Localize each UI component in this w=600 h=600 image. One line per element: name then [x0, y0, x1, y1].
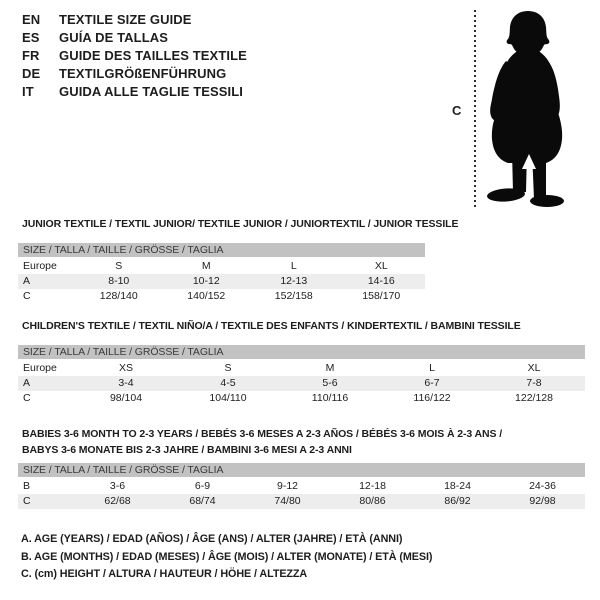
table-row	[18, 479, 585, 494]
row-label: C	[23, 495, 31, 507]
section-title-line: JUNIOR TEXTILE / TEXTIL JUNIOR/ TEXTILE JUNIOR / JUNIORTEXTIL / JUNIOR TESSILE	[22, 218, 459, 230]
language-code: EN	[22, 11, 41, 27]
junior-section-title	[22, 216, 458, 232]
language-list	[22, 10, 247, 100]
table-row	[18, 376, 585, 391]
section-title-line: BABYS 3-6 MONATE BIS 2-3 JAHRE / BAMBINI 3-6 MESI A 2-3 ANNI	[22, 444, 352, 456]
size-cell: 12-13	[280, 275, 308, 287]
row-label: B	[23, 480, 31, 492]
section-title-line: CHILDREN'S TEXTILE / TEXTIL NIÑO/A / TEXTILE DES ENFANTS / KINDERTEXTIL / BAMBINI TESSILE	[22, 320, 521, 332]
size-cell: 80/86	[359, 495, 386, 507]
row-label: A	[23, 275, 31, 287]
size-cell: 98/104	[109, 392, 143, 404]
size-cell: 10-12	[192, 275, 220, 287]
babies-section-title	[22, 426, 502, 458]
size-cell: 7-8	[526, 377, 542, 389]
size-cell: L	[290, 260, 297, 272]
size-cell: 152/158	[274, 290, 313, 302]
size-cell: S	[224, 362, 232, 374]
row-label: C	[23, 392, 31, 404]
size-cell: 122/128	[515, 392, 553, 404]
children-size-table	[18, 345, 585, 406]
babies-size-table	[18, 463, 585, 509]
children-section-title	[22, 318, 521, 334]
size-cell: 18-24	[444, 480, 471, 492]
language-code: IT	[22, 83, 34, 99]
size-cell: S	[115, 260, 123, 272]
row-label: A	[23, 377, 31, 389]
size-cell: M	[201, 260, 211, 272]
size-cell: M	[325, 362, 335, 374]
size-cell: 6-7	[424, 377, 440, 389]
size-cell: XS	[118, 362, 133, 374]
size-cell: 8-10	[108, 275, 130, 287]
language-row-it	[22, 82, 247, 100]
legend-line-c: C. (cm) HEIGHT / ALTURA / HAUTEUR / HÖHE / ALTEZZA	[21, 568, 308, 580]
table-row	[18, 361, 585, 376]
size-cell: 128/140	[99, 290, 138, 302]
baby-silhouette-icon	[486, 11, 568, 208]
row-label: Europe	[23, 362, 57, 374]
language-title: TEXTILGRÖßENFÜHRUNG	[59, 65, 227, 81]
language-row-es	[22, 28, 247, 46]
size-cell: L	[429, 362, 435, 374]
legend-line-b: B. AGE (MONTHS) / EDAD (MESES) / ÂGE (MOIS) / ALTER (MONATE) / ETÀ (MESI)	[21, 550, 433, 563]
size-header-bar: SIZE / TALLA / TAILLE / GRÖSSE / TAGLIA	[18, 243, 425, 257]
size-cell: 116/122	[413, 392, 451, 404]
size-cell: 4-5	[220, 377, 236, 389]
language-code: FR	[22, 47, 40, 63]
table-row	[18, 274, 425, 289]
language-code: DE	[22, 65, 41, 81]
table-row	[18, 391, 585, 406]
language-row-fr	[22, 46, 247, 64]
row-label: Europe	[23, 260, 57, 272]
height-dotted-line	[474, 10, 476, 207]
size-cell: XL	[527, 362, 541, 374]
size-cell: 24-36	[529, 480, 556, 492]
size-cell: 6-9	[194, 480, 211, 492]
height-measure-label: C	[452, 103, 462, 118]
size-cell: 3-4	[118, 377, 134, 389]
table-row	[18, 259, 425, 274]
size-cell: 68/74	[189, 495, 216, 507]
size-cell: XL	[374, 260, 388, 272]
size-cell: 14-16	[367, 275, 395, 287]
section-title-line: BABIES 3-6 MONTH TO 2-3 YEARS / BEBÉS 3-6 MESES A 2-3 AÑOS / BÉBÉS 3-6 MOIS À 2-3 ANS /	[22, 428, 503, 440]
size-header-bar: SIZE / TALLA / TAILLE / GRÖSSE / TAGLIA	[18, 345, 585, 359]
size-cell: 140/152	[187, 290, 226, 302]
language-row-de	[22, 64, 247, 82]
language-title: GUIDA ALLE TAGLIE TESSILI	[59, 83, 244, 99]
size-cell: 104/110	[209, 392, 247, 404]
size-cell: 62/68	[104, 495, 131, 507]
size-cell: 9-12	[276, 480, 298, 492]
size-cell: 158/170	[362, 290, 401, 302]
size-cell: 74/80	[274, 495, 301, 507]
table-row	[18, 494, 585, 509]
language-code: ES	[22, 29, 40, 45]
size-cell: 92/98	[529, 495, 556, 507]
size-cell: 110/116	[311, 392, 349, 404]
size-cell: 3-6	[109, 480, 126, 492]
legend-line-a: A. AGE (YEARS) / EDAD (AÑOS) / ÂGE (ANS) / ALTER (JAHRE) / ETÀ (ANNI)	[21, 533, 403, 545]
size-header-bar: SIZE / TALLA / TAILLE / GRÖSSE / TAGLIA	[18, 463, 585, 477]
size-cell: 12-18	[359, 480, 386, 492]
size-cell: 5-6	[322, 377, 338, 389]
language-title: GUIDE DES TAILLES TEXTILE	[59, 47, 247, 63]
size-cell: 86/92	[444, 495, 471, 507]
language-row-en	[22, 10, 247, 28]
measurement-legend	[21, 531, 432, 584]
language-title: GUÍA DE TALLAS	[59, 29, 169, 45]
language-title: TEXTILE SIZE GUIDE	[59, 11, 192, 27]
table-row	[18, 289, 425, 304]
junior-size-table	[18, 243, 425, 304]
row-label: C	[23, 290, 31, 302]
